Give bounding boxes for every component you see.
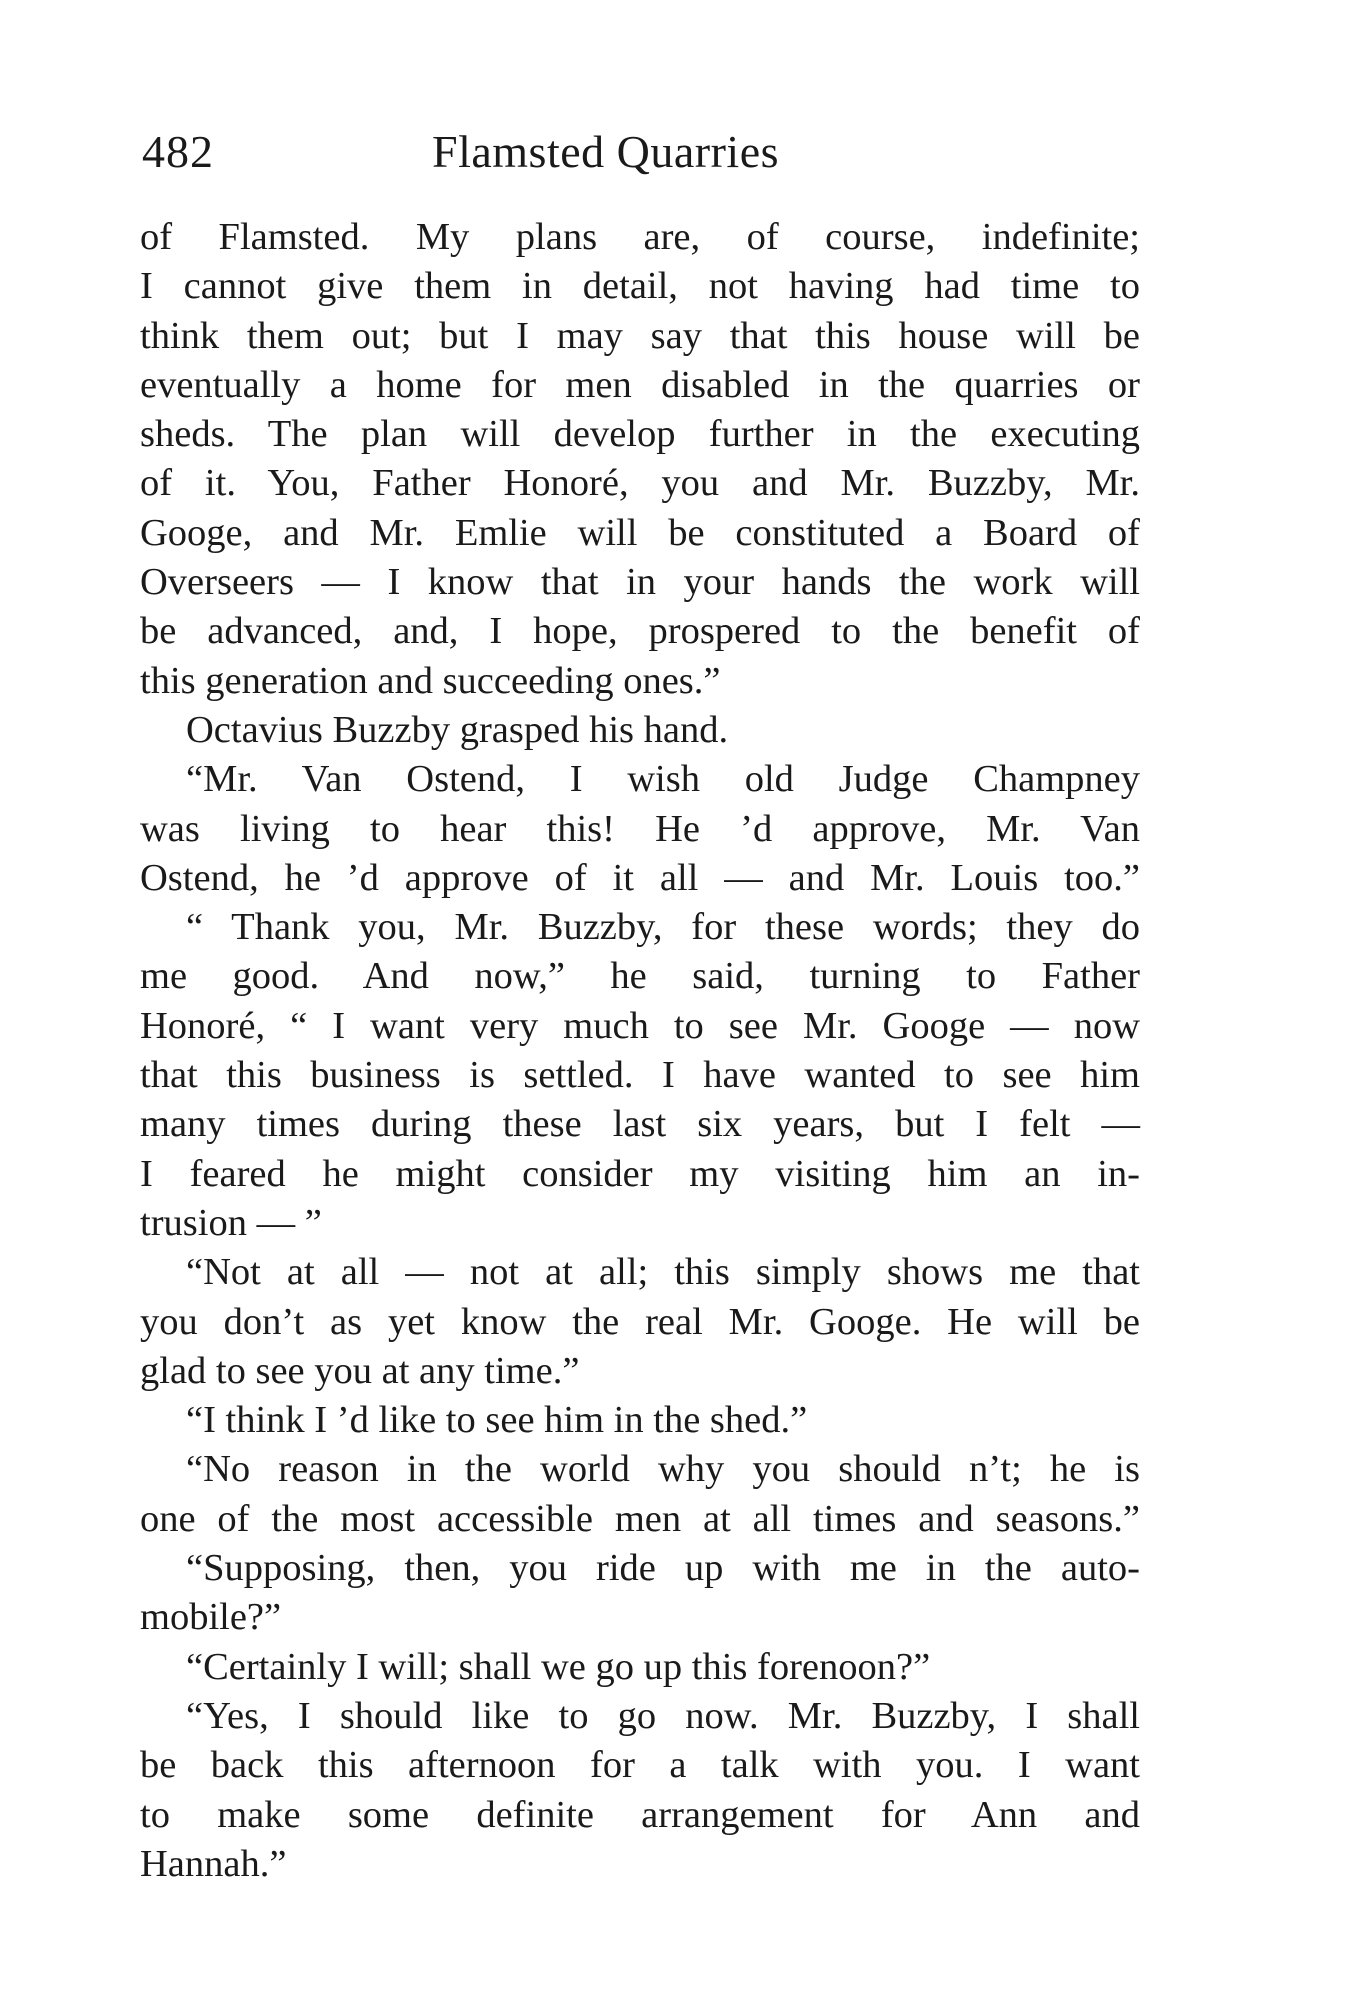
text-line: Overseers — I know that in your hands the work will <box>140 561 1140 604</box>
text-line: “Yes, I should like to go now. Mr. Buzzby, I shall <box>186 1694 1140 1737</box>
text-line: Hannah.” <box>140 1842 287 1885</box>
text-line: of it. You, Father Honoré, you and Mr. Buzzby, Mr. <box>140 462 1140 505</box>
text-line: be back this afternoon for a talk with you. I want <box>140 1744 1140 1787</box>
text-line: “I think I ’d like to see him in the shed.” <box>186 1399 808 1442</box>
text-line: one of the most accessible men at all times and seasons.” <box>140 1497 1140 1540</box>
text-line: glad to see you at any time.” <box>140 1349 580 1392</box>
text-line: this generation and succeeding ones.” <box>140 659 721 702</box>
body-text <box>140 213 1140 1889</box>
text-line: me good. And now,” he said, turning to Father <box>140 955 1140 998</box>
text-line: mobile?” <box>140 1596 282 1639</box>
text-line: was living to hear this! He ’d approve, Mr. Van <box>140 807 1140 850</box>
running-title: Flamsted Quarries <box>432 126 780 177</box>
text-line: Ostend, he ’d approve of it all — and Mr. Louis too.” <box>140 856 1140 899</box>
text-line: “Supposing, then, you ride up with me in the auto- <box>186 1547 1140 1590</box>
text-line: I cannot give them in detail, not having had time to <box>140 265 1140 308</box>
text-line: “Certainly I will; shall we go up this forenoon?” <box>186 1645 931 1688</box>
text-line: Honoré, “ I want very much to see Mr. Googe — now <box>140 1004 1140 1047</box>
text-line: that this business is settled. I have wanted to see him <box>140 1054 1140 1097</box>
text-line: to make some definite arrangement for Ann and <box>140 1793 1140 1836</box>
text-line: I feared he might consider my visiting him an in- <box>140 1152 1140 1195</box>
page-number: 482 <box>142 126 214 177</box>
text-line: sheds. The plan will develop further in the executing <box>140 413 1140 456</box>
text-line: eventually a home for men disabled in the quarries or <box>140 363 1140 406</box>
text-line: “ Thank you, Mr. Buzzby, for these words; they do <box>186 906 1140 949</box>
text-line: think them out; but I may say that this house will be <box>140 314 1140 357</box>
text-line: “Mr. Van Ostend, I wish old Judge Champney <box>186 758 1140 801</box>
text-line: “Not at all — not at all; this simply shows me that <box>186 1251 1140 1294</box>
text-line: you don’t as yet know the real Mr. Googe. He will be <box>140 1300 1140 1343</box>
text-line: Googe, and Mr. Emlie will be constituted a Board of <box>140 511 1140 554</box>
page-header <box>142 122 1142 182</box>
text-line: be advanced, and, I hope, prospered to the benefit of <box>140 610 1140 653</box>
text-line: Octavius Buzzby grasped his hand. <box>186 708 729 751</box>
text-line: many times during these last six years, but I felt — <box>140 1103 1140 1146</box>
text-line: trusion — ” <box>140 1201 322 1244</box>
text-line: of Flamsted. My plans are, of course, indefinite; <box>140 216 1140 258</box>
text-line: “No reason in the world why you should n’t; he is <box>186 1448 1140 1491</box>
